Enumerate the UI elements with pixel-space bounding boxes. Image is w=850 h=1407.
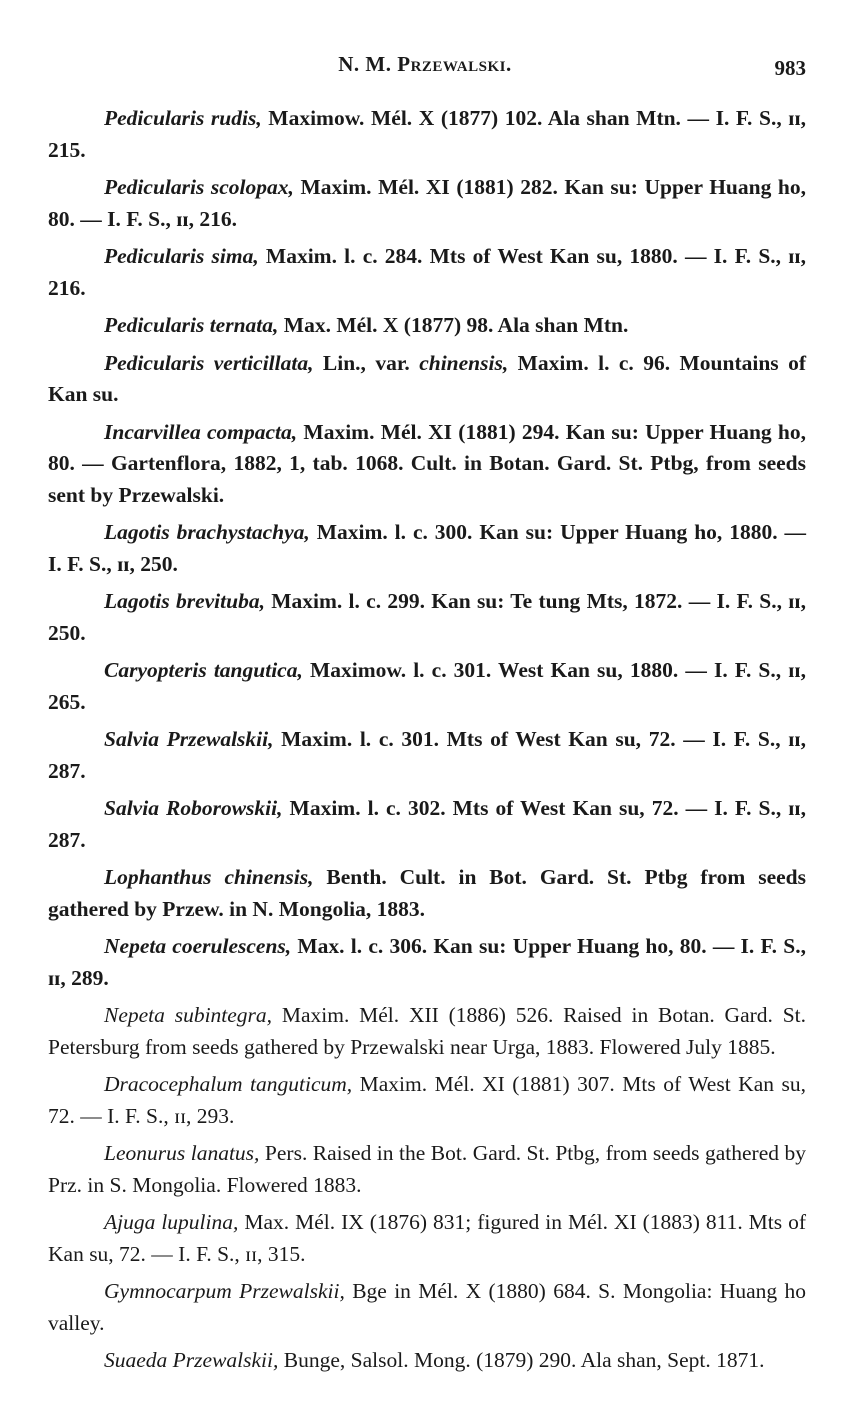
species-reference: Bunge, Salsol. Mong. (1879) 290. Ala shan, Sept. 1871. — [278, 1348, 765, 1372]
species-reference: Maxim. l. c. 96. Mountains of Kan su. — [48, 350, 806, 406]
species-name: Lagotis brevituba, — [104, 589, 265, 613]
species-reference: Max. l. c. 306. Kan su: Upper Huang ho, 80. — I. F. S., ɪɪ, 289. — [48, 934, 806, 990]
species-entry — [48, 1138, 806, 1201]
species-name: Nepeta subintegra, — [104, 1003, 273, 1027]
species-reference: Maxim. l. c. 302. Mts of West Kan su, 72. — I. F. S., ɪɪ, 287. — [48, 796, 806, 852]
species-reference: Max. Mél. IX (1876) 831; figured in Mél. XI (1883) 811. Mts of Kan su, 72. — I. F. S., ɪɪ, 315. — [48, 1210, 806, 1266]
species-name: Salvia Roborowskii, — [104, 796, 283, 820]
species-name: Caryopteris tangutica, — [104, 658, 303, 682]
running-head — [0, 46, 850, 86]
species-reference: Maxim. Mél. XI (1881) 282. Kan su: Upper Huang ho, 80. — I. F. S., ɪɪ, 216. — [48, 175, 806, 231]
species-name: Pedicularis sima, — [104, 244, 259, 268]
species-entry — [48, 1000, 806, 1063]
species-name: Ajuga lupulina, — [104, 1210, 239, 1234]
species-name: Nepeta coerulescens, — [104, 934, 292, 958]
species-entry — [48, 348, 806, 411]
species-entry — [48, 310, 806, 342]
page-number: 983 — [774, 56, 806, 80]
author-surname: Przewalski. — [397, 52, 512, 76]
species-name: Leonurus lanatus, — [104, 1141, 260, 1165]
species-entry — [48, 1069, 806, 1132]
running-head-author — [0, 52, 850, 77]
species-name: Pedicularis scolopax, — [104, 175, 294, 199]
species-entry — [48, 1345, 806, 1377]
species-entry — [48, 586, 806, 649]
variety-name: chinensis, — [419, 350, 509, 375]
species-name: Pedicularis verticillata, — [104, 350, 314, 375]
species-entry — [48, 417, 806, 512]
species-reference: Pers. Raised in the Bot. Gard. St. Ptbg, from seeds gathered by Prz. in S. Mongolia. Flowered 1883. — [48, 1141, 806, 1197]
species-entry — [48, 172, 806, 235]
species-reference: Maxim. Mél. XI (1881) 294. Kan su: Upper Huang ho, 80. — Gartenflora, 1882, 1, tab. 1068. Cult. in Botan. Gard. St. Ptbg, from seeds sent by Przewalski. — [48, 419, 806, 507]
species-name: Lagotis brachystachya, — [104, 520, 310, 544]
species-entry — [48, 241, 806, 304]
species-name: Incarvillea compacta, — [104, 419, 298, 444]
species-reference: Maxim. l. c. 284. Mts of West Kan su, 1880. — I. F. S., ɪɪ, 216. — [48, 244, 806, 300]
species-name: Gymnocarpum Przewalskii, — [104, 1279, 345, 1303]
species-entry — [48, 931, 806, 994]
species-entry — [48, 724, 806, 787]
species-reference: Max. Mél. X (1877) 98. Ala shan Mtn. — [278, 313, 629, 337]
species-name: Pedicularis rudis, — [104, 106, 262, 130]
species-reference: Maxim. l. c. 300. Kan su: Upper Huang ho, 1880. — I. F. S., ɪɪ, 250. — [48, 520, 806, 576]
species-list-bold-section — [48, 103, 806, 994]
species-name: Pedicularis ternata, — [104, 313, 279, 337]
species-reference: Maxim. l. c. 299. Kan su: Te tung Mts, 1872. — I. F. S., ɪɪ, 250. — [48, 589, 806, 645]
species-reference: Benth. Cult. in Bot. Gard. St. Ptbg from seeds gathered by Przew. in N. Mongolia, 1883. — [48, 865, 806, 921]
species-reference: Maxim. Mél. XI (1881) 307. Mts of West Kan su, 72. — I. F. S., ɪɪ, 293. — [48, 1072, 806, 1128]
species-entry — [48, 793, 806, 856]
species-reference: Maxim. l. c. 301. Mts of West Kan su, 72. — I. F. S., ɪɪ, 287. — [48, 727, 806, 783]
species-reference: Maximow. Mél. X (1877) 102. Ala shan Mtn. — I. F. S., ɪɪ, 215. — [48, 106, 807, 162]
species-reference: Maximow. l. c. 301. West Kan su, 1880. — I. F. S., ɪɪ, 265. — [48, 658, 806, 714]
species-list-regular-section — [48, 1000, 806, 1377]
species-name: Salvia Przewalskii, — [104, 727, 274, 751]
author-initials: N. M. — [338, 52, 392, 76]
species-entry — [48, 1276, 806, 1339]
species-name: Dracocephalum tanguticum, — [104, 1072, 353, 1096]
species-reference: Bge in Mél. X (1880) 684. S. Mongolia: Huang ho valley. — [48, 1279, 806, 1335]
species-name: Lophanthus chinensis, — [104, 865, 314, 889]
species-entry — [48, 517, 806, 580]
species-entry — [48, 1207, 806, 1270]
species-entry — [48, 103, 806, 166]
species-name: Suaeda Przewalskii, — [104, 1348, 279, 1372]
species-reference: Maxim. Mél. XII (1886) 526. Raised in Botan. Gard. St. Petersburg from seeds gathered by Przewalski near Urga, 1883. Flowered July 1885. — [48, 1003, 806, 1059]
species-reference: Lin., var. — [313, 350, 420, 375]
species-entry — [48, 655, 806, 718]
species-entry — [48, 862, 806, 925]
species-list — [48, 103, 806, 1383]
